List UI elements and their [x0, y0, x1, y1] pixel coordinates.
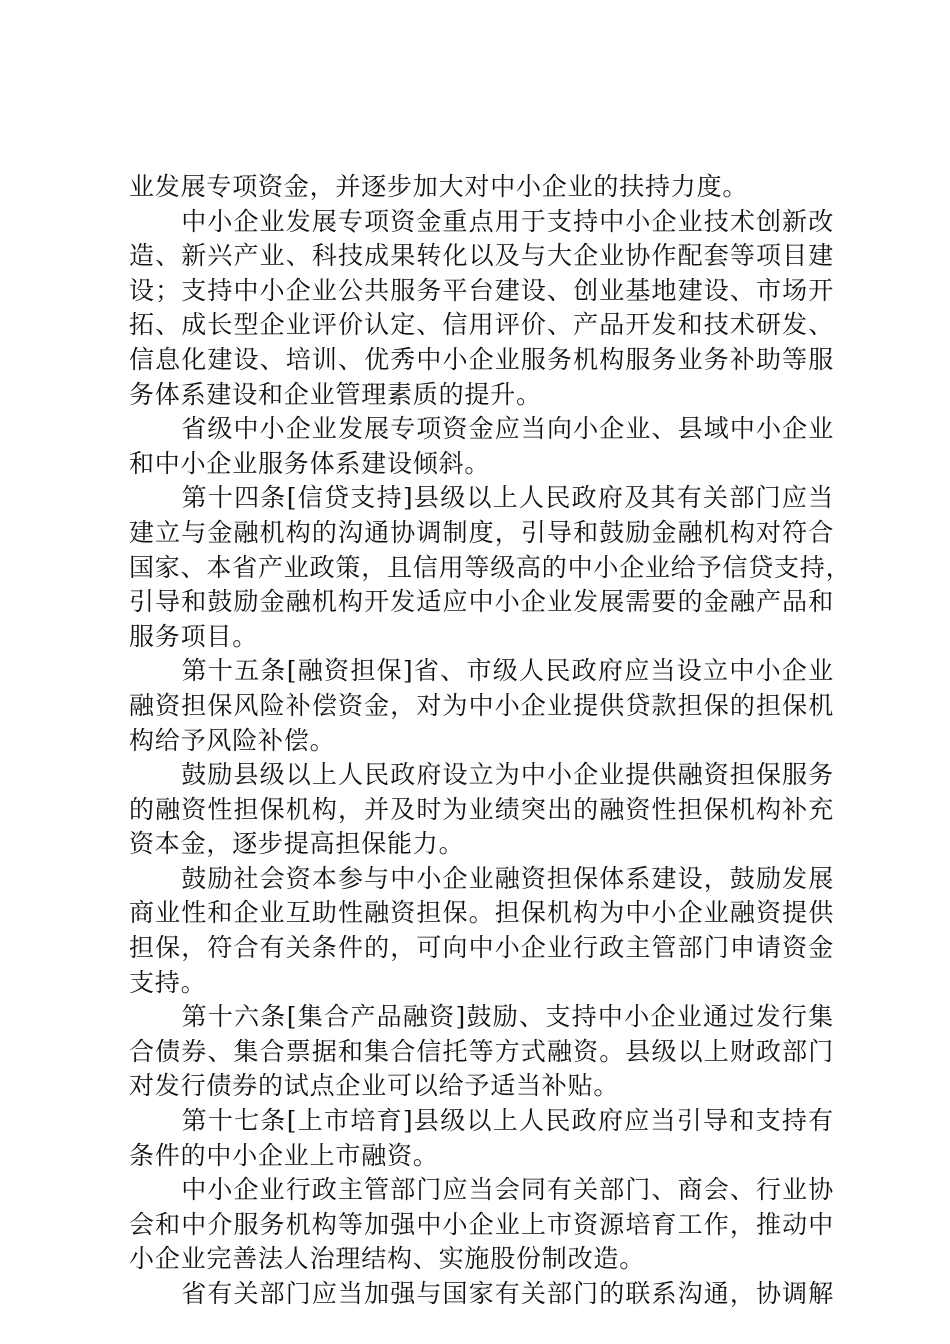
text-line: 业发展专项资金，并逐步加大对中小企业的扶持力度。: [129, 172, 749, 201]
text-line: 支持。: [129, 967, 207, 997]
text-line: 鼓励社会资本参与中小企业融资担保体系建设，鼓励发展: [129, 863, 834, 893]
text-line: 资本金，逐步提高担保能力。: [129, 829, 465, 859]
text-line: 担保，符合有关条件的，可向中小企业行政主管部门申请资金: [129, 933, 834, 963]
text-line: 服务项目。: [129, 621, 259, 651]
text-line: 构给予风险补偿。: [129, 725, 336, 755]
text-line: 建立与金融机构的沟通协调制度，引导和鼓励金融机构对符合: [129, 517, 834, 547]
text-line: 设；支持中小企业公共服务平台建设、创业基地建设、市场开: [129, 275, 834, 305]
text-line: 引导和鼓励金融机构开发适应中小企业发展需要的金融产品和: [129, 587, 834, 617]
text-line: 信息化建设、培训、优秀中小企业服务机构服务业务补助等服: [129, 344, 834, 374]
document-body: [129, 170, 852, 1312]
text-line: 省级中小企业发展专项资金应当向小企业、县域中小企业: [129, 414, 834, 444]
text-line: 对发行债券的试点企业可以给予适当补贴。: [129, 1071, 620, 1101]
text-line: 造、新兴产业、科技成果转化以及与大企业协作配套等项目建: [129, 241, 834, 271]
text-line: 第十五条[融资担保]省、市级人民政府应当设立中小企业: [129, 656, 834, 686]
text-line: 鼓励县级以上人民政府设立为中小企业提供融资担保服务: [129, 760, 834, 790]
text-line: 小企业完善法人治理结构、实施股份制改造。: [129, 1244, 646, 1274]
text-line: 和中小企业服务体系建设倾斜。: [129, 448, 491, 478]
text-line: 的融资性担保机构，并及时为业绩突出的融资性担保机构补充: [129, 794, 834, 824]
text-line: 第十七条[上市培育]县级以上人民政府应当引导和支持有: [129, 1106, 834, 1136]
text-line: 拓、成长型企业评价认定、信用评价、产品开发和技术研发、: [129, 310, 834, 340]
text-line: 商业性和企业互助性融资担保。担保机构为中小企业融资提供: [129, 898, 834, 928]
text-line: 国家、本省产业政策，且信用等级高的中小企业给予信贷支持，: [129, 552, 852, 582]
text-line: 条件的中小企业上市融资。: [129, 1140, 439, 1170]
text-line: 务体系建设和企业管理素质的提升。: [129, 379, 542, 409]
text-line: 省有关部门应当加强与国家有关部门的联系沟通，协调解: [129, 1279, 834, 1308]
text-line: 中小企业行政主管部门应当会同有关部门、商会、行业协: [129, 1175, 834, 1205]
text-line: 第十六条[集合产品融资]鼓励、支持中小企业通过发行集: [129, 1002, 834, 1032]
text-line: 中小企业发展专项资金重点用于支持中小企业技术创新改: [129, 206, 834, 236]
text-line: 融资担保风险补偿资金，对为中小企业提供贷款担保的担保机: [129, 690, 834, 720]
text-line: 合债券、集合票据和集合信托等方式融资。县级以上财政部门: [129, 1036, 834, 1066]
text-line: 第十四条[信贷支持]县级以上人民政府及其有关部门应当: [129, 483, 834, 513]
text-line: 会和中介服务机构等加强中小企业上市资源培育工作，推动中: [129, 1209, 834, 1239]
